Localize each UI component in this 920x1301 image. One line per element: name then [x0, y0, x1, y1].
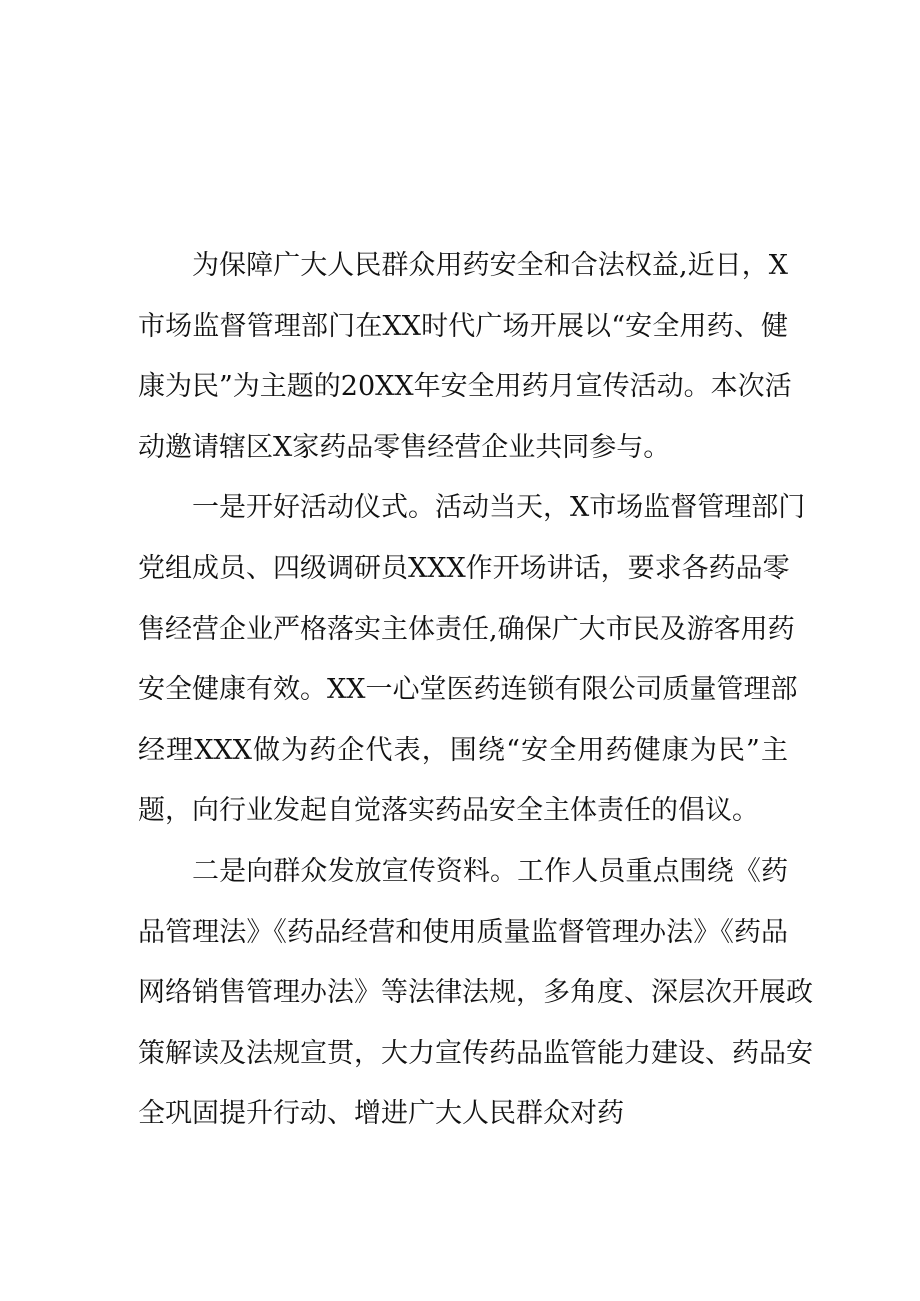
paragraph-3-line-2: 品管理法》《药品经营和使用质量监督管理办法》《药品: [138, 916, 788, 948]
paragraph-1-line-2: 市场监督管理部门在XX时代广场开展以“安全用药、健: [138, 310, 788, 342]
paragraph-2-line-6: 题，向行业发起自觉落实药品安全主体责任的倡议。: [138, 795, 759, 827]
paragraph-2-line-2: 党组成员、四级调研员XXX作开场讲话，要求各药品零: [138, 552, 790, 584]
paragraph-1-line-3: 康为民”为主题的20XX年安全用药月宣传活动。本次活: [138, 371, 792, 403]
paragraph-2-line-3: 售经营企业严格落实主体责任,确保广大市民及游客用药: [138, 613, 795, 645]
paragraph-2-line-1: 一是开好活动仪式。活动当天，X市场监督管理部门: [192, 492, 806, 524]
paragraph-3-line-3: 网络销售管理办法》等法律法规，多角度、深层次开展政: [138, 977, 813, 1009]
paragraph-3-line-1: 二是向群众发放宣传资料。工作人员重点围绕《药: [192, 855, 788, 887]
document-body: [138, 236, 813, 1145]
paragraph-3-line-5: 全巩固提升行动、增进广大人民群众对药: [138, 1098, 624, 1130]
paragraph-2-line-5: 经理XXX做为药企代表，围绕“安全用药健康为民”主: [138, 734, 788, 766]
paragraph-3-line-4: 策解读及法规宣贯，大力宣传药品监管能力建设、药品安: [138, 1037, 813, 1069]
paragraph-1-line-1: 为保障广大人民群众用药安全和合法权益,近日，X: [192, 250, 788, 281]
paragraph-2-line-4: 安全健康有效。XX一心堂医药连锁有限公司质量管理部: [138, 674, 798, 706]
paragraph-1-line-4: 动邀请辖区X家药品零售经营企业共同参与。: [138, 431, 671, 463]
